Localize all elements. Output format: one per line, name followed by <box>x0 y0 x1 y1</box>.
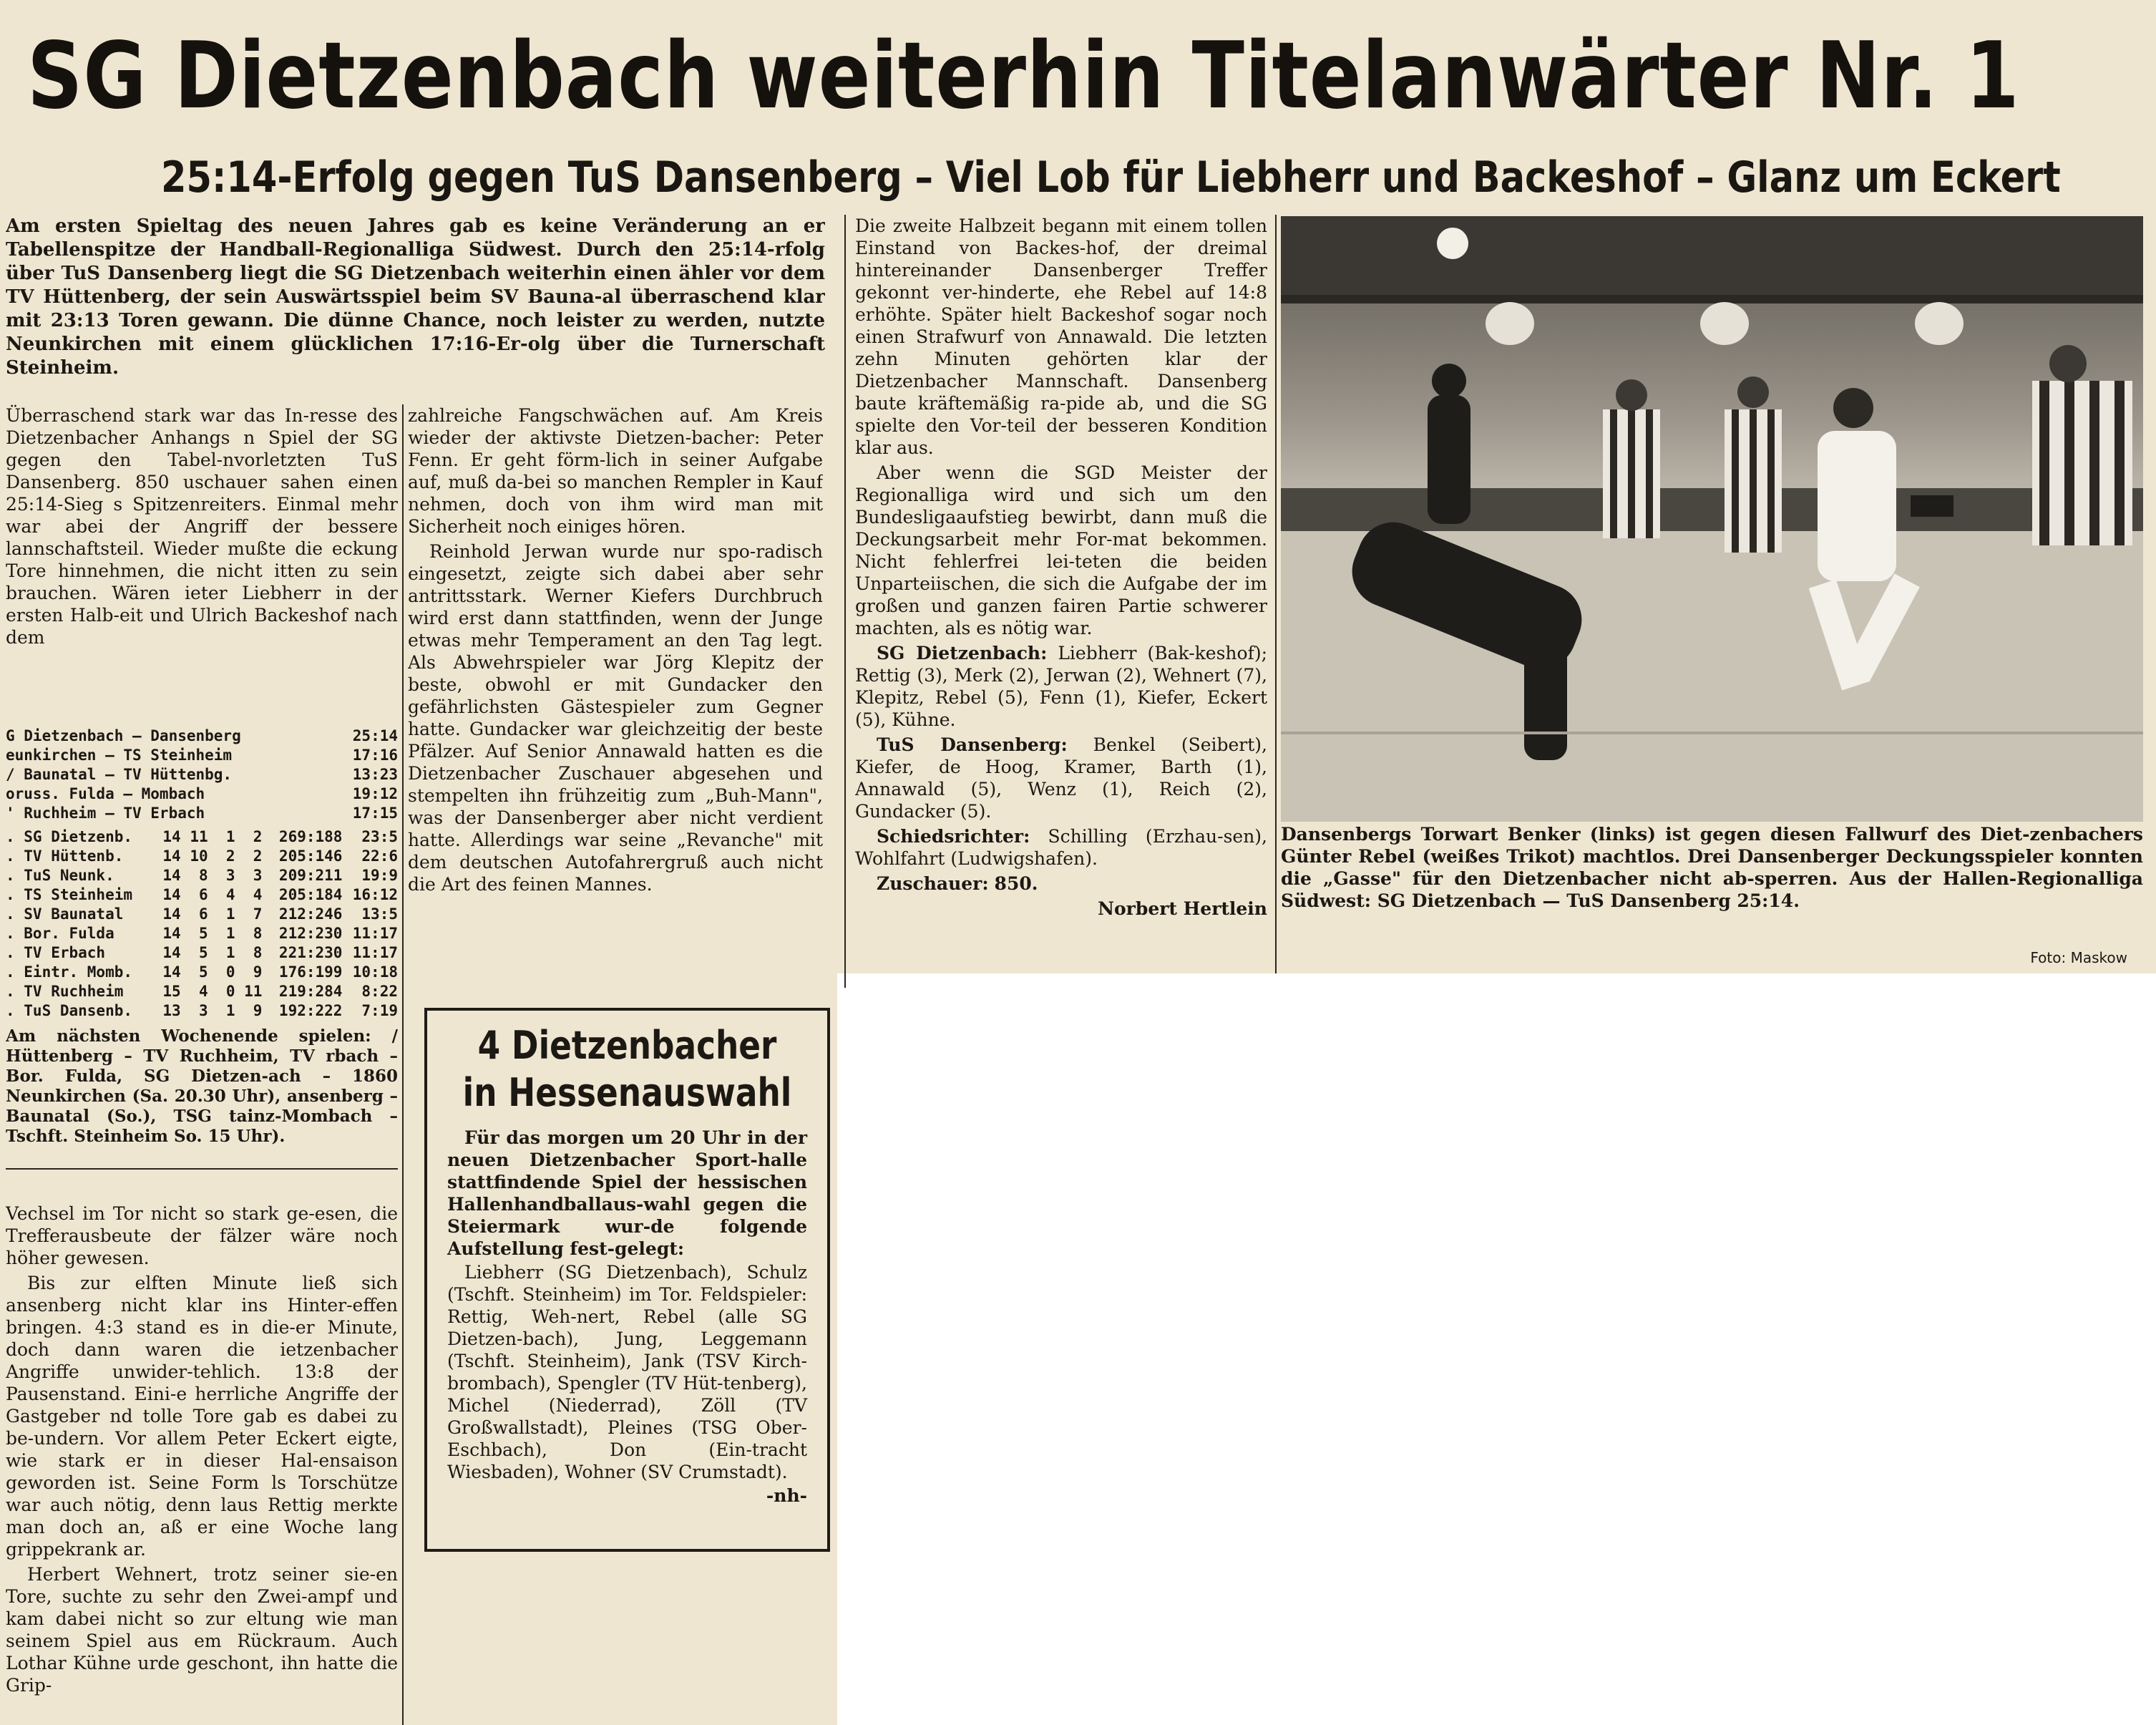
lead-paragraph <box>6 215 825 404</box>
box-intro: Für das morgen um 20 Uhr in der neuen Dietzenbacher Sport-halle stattfindende Spiel der hessischen Hallenhandballaus-wahl gegen die Steiermark wur-de folgende Aufstellung fest-gelegt: <box>447 1127 807 1259</box>
games-played: 14 <box>162 944 181 961</box>
goal-ratio: 205:184 <box>278 886 343 903</box>
points: 10:18 <box>352 963 398 981</box>
team-name: . Eintr. Momb. <box>6 963 133 981</box>
games-played: 14 <box>162 925 181 942</box>
team-name: . SV Baunatal <box>6 905 124 923</box>
games-drawn: 2 <box>225 847 235 865</box>
referee-label: Schiedsrichter: <box>877 826 1030 847</box>
games-won: 8 <box>198 867 208 884</box>
games-drawn: 0 <box>225 983 235 1000</box>
team-name: . Bor. Fulda <box>6 925 114 942</box>
games-drawn: 4 <box>225 886 235 903</box>
result-row <box>6 804 398 823</box>
games-won: 6 <box>198 905 208 923</box>
result-score: 17:16 <box>352 747 398 764</box>
games-played: 14 <box>162 963 181 981</box>
goal-ratio: 221:230 <box>278 944 343 961</box>
results-block <box>6 727 398 1149</box>
result-score: 25:14 <box>352 727 398 744</box>
games-lost: 9 <box>253 1002 263 1019</box>
games-lost: 11 <box>244 983 263 1000</box>
result-row <box>6 765 398 784</box>
article-column-2 <box>408 404 823 988</box>
games-played: 14 <box>162 886 181 903</box>
table-row <box>6 1001 398 1021</box>
spectators-label: Zuschauer: <box>877 873 989 894</box>
lineup-sgd <box>855 642 1267 731</box>
games-lost: 2 <box>253 847 263 865</box>
box-title-line-2: in Hessenauswahl <box>462 1070 792 1115</box>
games-played: 13 <box>162 1002 181 1019</box>
spectators <box>855 873 1267 895</box>
result-score: 19:12 <box>352 785 398 802</box>
paragraph: Herbert Wehnert, trotz seiner sie-en Tore, suchte zu sehr den Zwei-ampf und kam dabei nicht so zur eltung wie man seinem Spiel aus em Rückraum. Auch Lothar Kühne urde geschont, ihn hatte die Grip- <box>6 1564 398 1696</box>
goal-ratio: 205:146 <box>278 847 343 865</box>
games-lost: 2 <box>253 828 263 845</box>
team-name: . SG Dietzenb. <box>6 828 133 845</box>
goal-ratio: 212:230 <box>278 925 343 942</box>
article-column-1-continued <box>6 1202 398 1725</box>
goal-ratio: 176:199 <box>278 963 343 981</box>
paragraph: Bis zur elften Minute ließ sich ansenberg nicht klar ins Hinter-effen bringen. 4:3 stand es in die-er Minute, doch dann waren die ietzenbacher Angriffe unwider-tehlich. 13:8 der Pausenstand. Eini-e herrliche Angriffe der Gastgeber nd tolle Tore gab es dabei zu be-undern. Vor allem Peter Eckert eigte, wie stark er in dieser Hal-ensaison geworden ist. Seine Form ls Torschütze war auch nötig, denn laus Rettig merkte man doch an, aß er eine Woche lang grippekrank ar. <box>6 1273 398 1560</box>
games-played: 15 <box>162 983 181 1000</box>
paragraph: Überraschend stark war das In-resse des Dietzenbacher Anhangs n Spiel der SG gegen den Tabel-nvorletzten TuS Dansenberg. 850 uschauer sahen einen 25:14-Sieg s Spitzenreiters. Einmal mehr war abei der Angriff der bessere lannschaftsteil. Wieder mußte die eckung Tore hinnehmen, die nicht itten zu sein brauchen. Wären ieter Liebherr in der ersten Halb-eit und Ulrich Backeshof nach dem <box>6 405 398 648</box>
games-drawn: 0 <box>225 963 235 981</box>
box-text: Liebherr (SG Dietzenbach), Schulz (Tschft. Steinheim) im Tor. Feldspieler: Rettig, Weh-nert, Rebel (alle SG Dietzen-bach), Jung, Leggemann (Tschft. Steinheim), Jank (TSV Kirch-brombach), Spengler (TV Hüt-tenberg), Michel (Niederrad), Zöll (TV Großwallstadt), Pleines (TSG Ober-Eschbach), Don (Ein-tracht Wiesbaden), Wohner (SV Crumstadt). <box>447 1262 807 1482</box>
games-won: 5 <box>198 963 208 981</box>
handball-photo <box>1281 216 2143 822</box>
goal-ratio: 192:222 <box>278 1002 343 1019</box>
goal-ratio: 269:188 <box>278 828 343 845</box>
team-name: . TV Hüttenb. <box>6 847 124 865</box>
table-row <box>6 924 398 943</box>
games-lost: 3 <box>253 867 263 884</box>
lineup-tus <box>855 734 1267 822</box>
headline: SG Dietzenbach weiterhin Titelanwärter Nr. 1 <box>27 23 2020 130</box>
result-match: / Baunatal – TV Hüttenbg. <box>6 766 233 783</box>
paragraph: Reinhold Jerwan wurde nur spo-radisch eingesetzt, zeigte sich dabei aber sehr antrittsstark. Werner Kiefers Durchbruch wird erst dann stattfinden, wenn der Junge etwas mehr Temperament an den Tag legt. Als Abwehrspieler war Jörg Klepitz der beste, obwohl er mit Gundacker den gefährlichsten Gästespieler zum Gegner hatte. Gundacker war gleichzeitig der beste Pfälzer. Auf Senior Annawald hatten es die Dietzenbacher Zuschauer abgesehen und stempelten ihn frühzeitig zum „Buh-Mann", was der Dansenberger aber nicht verdient hatte. Allerdings war seine „Revanche" mit dem deutschen Autofahrergruß auch nicht die Art des feinen Mannes. <box>408 541 823 895</box>
lineup-text: Liebherr (Bak-keshof); Rettig (3), Merk (2), Jerwan (2), Wehnert (7), Klepitz, Rebel (5), Fenn (1), Kiefer, Eckert (5), Kühne. <box>855 643 1267 730</box>
points: 16:12 <box>352 886 398 903</box>
box-title-line-1: 4 Dietzenbacher <box>477 1023 777 1068</box>
games-lost: 8 <box>253 944 263 961</box>
games-won: 4 <box>198 983 208 1000</box>
photo-caption: Dansenbergs Torwart Benker (links) ist gegen diesen Fallwurf des Diet-zenbachers Günter Rebel (weißes Trikot) machtlos. Drei Dansenberger Deckungsspieler konnten die „Gasse" für den Dietzenbacher nicht ab-sperren. Aus der Hallen-Regionalliga Südwest: SG Dietzenbach — TuS Dansenberg 25:14. <box>1281 824 2143 911</box>
table-row <box>6 885 398 905</box>
points: 11:17 <box>352 944 398 961</box>
section-rule <box>6 1168 398 1170</box>
box-signature: -nh- <box>766 1485 807 1506</box>
points: 23:5 <box>361 828 398 845</box>
games-drawn: 1 <box>225 905 235 923</box>
article-column-1 <box>6 404 398 727</box>
games-played: 14 <box>162 847 181 865</box>
team-name: . TV Ruchheim <box>6 983 124 1000</box>
result-match: G Dietzenbach – Dansenberg <box>6 727 241 744</box>
games-lost: 9 <box>253 963 263 981</box>
goal-ratio: 209:211 <box>278 867 343 884</box>
table-row <box>6 963 398 982</box>
result-match: oruss. Fulda – Mombach <box>6 785 205 802</box>
paragraph: Aber wenn die SGD Meister der Regionalliga wird und sich um den Bundesligaaufstieg bewirbt, dann muß die Deckungsarbeit mehr For-mat bekommen. Nicht fehlerfrei lei-teten die beiden Unparteiischen, die sich die Aufgabe der im großen und ganzen fairen Partie schwerer machten, als es nötig war. <box>855 462 1267 638</box>
games-drawn: 1 <box>225 944 235 961</box>
goal-ratio: 219:284 <box>278 983 343 1000</box>
games-won: 3 <box>198 1002 208 1019</box>
points: 22:6 <box>361 847 398 865</box>
games-played: 14 <box>162 905 181 923</box>
team-name: . TuS Dansenb. <box>6 1002 133 1019</box>
next-games: Am nächsten Wochenende spielen: / Hüttenberg – TV Ruchheim, TV rbach – Bor. Fulda, SG Dietzen-ach – 1860 Neunkirchen (Sa. 20.30 Uhr), ansenberg – Baunatal (So.), TSG tainz-Mombach – Tschft. Steinheim So. 15 Uhr). <box>6 1026 398 1146</box>
team-name: . TV Erbach <box>6 944 106 961</box>
games-drawn: 1 <box>225 828 235 845</box>
lead-text: Am ersten Spieltag des neuen Jahres gab es keine Veränderung an er Tabellenspitze der Handball-Regionalliga Südwest. Durch den 25:14-rfolg über TuS Dansenberg liegt die SG Dietzenbach weiterhin einen ähler vor dem TV Hüttenberg, der sein Auswärtsspiel beim SV Bauna-al überraschend klar mit 23:13 Toren gewann. Die dünne Chance, noch leister zu werden, nutzte Neunkirchen mit einem glücklichen 17:16-Er-olg über die Turnerschaft Steinheim. <box>6 215 825 379</box>
result-score: 17:15 <box>352 805 398 822</box>
result-score: 13:23 <box>352 766 398 783</box>
result-row <box>6 746 398 765</box>
table-row <box>6 847 398 866</box>
column-rule <box>844 215 846 988</box>
games-lost: 4 <box>253 886 263 903</box>
column-rule <box>1275 215 1277 973</box>
author: Norbert Hertlein <box>1098 898 1267 919</box>
paragraph: Vechsel im Tor nicht so stark ge-esen, die Trefferausbeute der fälzer wäre noch höher gewesen. <box>6 1203 398 1268</box>
games-lost: 7 <box>253 905 263 923</box>
points: 19:9 <box>361 867 398 884</box>
sidebar-box <box>424 1008 830 1552</box>
result-row <box>6 727 398 746</box>
referees <box>855 825 1267 870</box>
lineup-label: TuS Dansenberg: <box>877 734 1068 755</box>
lineup-text: Benkel (Seibert), Kiefer, de Hoog, Kramer, Barth (1), Annawald (5), Wenz (1), Reich (2), Gundacker (5). <box>855 734 1267 822</box>
photo-credit: Foto: Maskow <box>2030 949 2127 966</box>
team-name: . TuS Neunk. <box>6 867 114 884</box>
team-name: . TS Steinheim <box>6 886 133 903</box>
goal-ratio: 212:246 <box>278 905 343 923</box>
games-won: 5 <box>198 925 208 942</box>
result-row <box>6 784 398 804</box>
points: 11:17 <box>352 925 398 942</box>
photo-illustration <box>1281 216 2143 822</box>
table-row <box>6 905 398 924</box>
games-drawn: 1 <box>225 1002 235 1019</box>
table-row <box>6 866 398 885</box>
paragraph: Die zweite Halbzeit begann mit einem tollen Einstand von Backes-hof, der dreimal hintereinander Dansenberger Treffer gekonnt ver-hinderte, ehe Rebel auf 14:8 erhöhte. Später hielt Backeshof sogar noch einen Strafwurf von Annawald. Die letzten zehn Minuten gehörten klar der Dietzenbacher Mannschaft. Dansenberg baute kräftemäßig ra-pide ab, und die SG spielte den Vor-teil der besseren Kondition klar aus. <box>855 215 1267 458</box>
points: 7:19 <box>361 1002 398 1019</box>
paragraph: zahlreiche Fangschwächen auf. Am Kreis wieder der aktivste Dietzen-bacher: Peter Fenn. Er geht förm-lich in seiner Aufgabe auf, muß da-bei so manchen Rempler in Kauf nehmen, doch von ihm wird man mit Sicherheit noch einiges hören. <box>408 405 823 537</box>
games-played: 14 <box>162 867 181 884</box>
games-won: 6 <box>198 886 208 903</box>
points: 8:22 <box>361 983 398 1000</box>
spectators-value: 850. <box>994 873 1038 894</box>
games-drawn: 1 <box>225 925 235 942</box>
lineup-label: SG Dietzenbach: <box>877 643 1048 664</box>
subheadline: 25:14-Erfolg gegen TuS Dansenberg – Viel Lob für Liebherr und Backeshof – Glanz um Eckert <box>161 152 2061 203</box>
column-rule <box>402 404 404 1725</box>
article-column-3 <box>855 215 1267 973</box>
table-row <box>6 982 398 1001</box>
games-won: 5 <box>198 944 208 961</box>
points: 13:5 <box>361 905 398 923</box>
table-row <box>6 827 398 847</box>
league-table <box>6 827 398 1021</box>
result-match: ' Ruchheim – TV Erbach <box>6 805 205 822</box>
table-row <box>6 943 398 963</box>
games-lost: 8 <box>253 925 263 942</box>
result-match: eunkirchen – TS Steinheim <box>6 747 233 764</box>
match-results <box>6 727 398 823</box>
games-won: 11 <box>190 828 208 845</box>
games-won: 10 <box>190 847 208 865</box>
box-body <box>427 1117 827 1507</box>
referee-text: Schilling (Erzhau-sen), Wohlfahrt (Ludwigshafen). <box>855 826 1267 869</box>
games-drawn: 3 <box>225 867 235 884</box>
games-played: 14 <box>162 828 181 845</box>
